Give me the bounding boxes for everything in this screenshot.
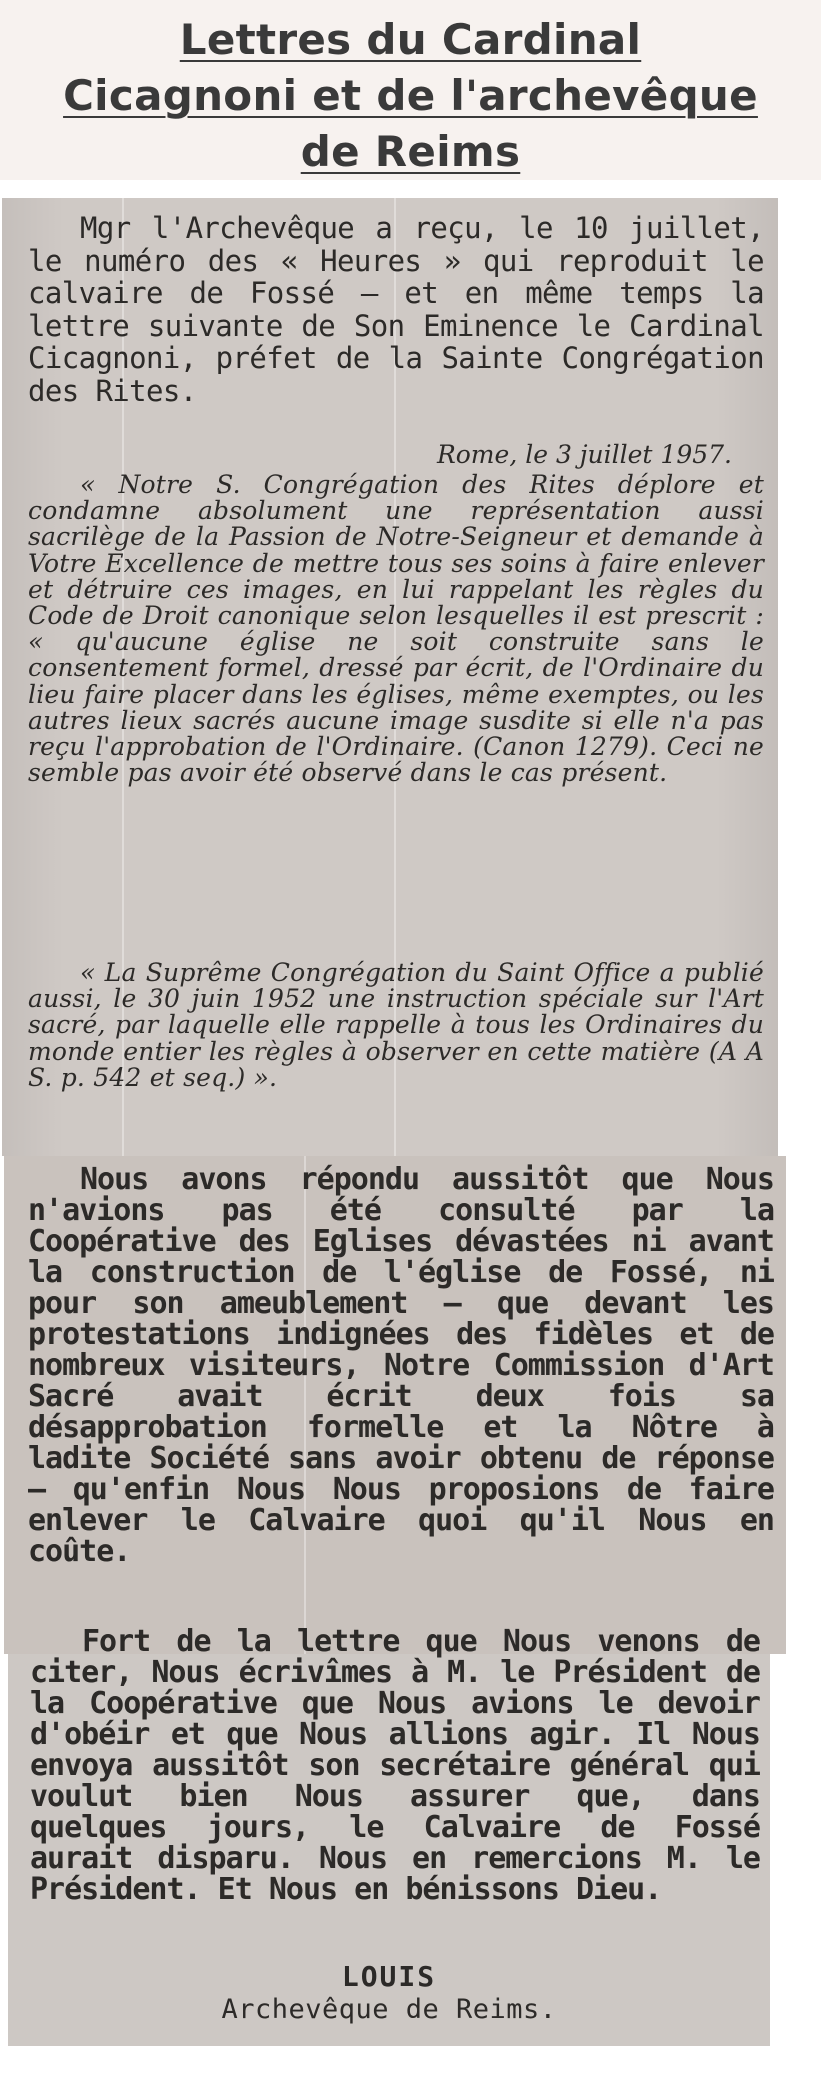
page-header: [0, 0, 821, 180]
quote-paragraph-1: [28, 472, 764, 786]
title-line-1: Lettres du Cardinal: [179, 15, 642, 64]
title-line-2: Cicagnoni et de l'archevêque: [63, 71, 758, 120]
intro-text: Mgr l'Archevêque a reçu, le 10 juillet, le numéro des « Heures » qui reproduit le calvaire de Fossé — et en même temps la lettre suivante de Son Eminence le Cardinal Cicagnoni, préfet de la Sainte Congrégation des Rites.: [28, 211, 764, 408]
quote-text-2: « La Suprême Congrégation du Saint Office a publié aussi, le 30 juin 1952 une instruction spéciale sur l'Art sacré, par laquelle elle rappelle à tous les Ordinaires du monde entier les règles à observer en cette matière (A A S. p. 542 et seq.) ».: [28, 958, 764, 1092]
reply-paragraph-1: [28, 1164, 774, 1567]
signature-name: LOUIS: [341, 1960, 437, 1993]
dateline: Rome, le 3 juillet 1957.: [436, 440, 732, 469]
clipping-part-middle: [4, 1156, 786, 1654]
quote-text-1: « Notre S. Congrégation des Rites déplore et condamne absolument une représentation aussi sacrilège de la Passion de Notre-Seigneur et demande à Votre Excellence de mettre tous ses soins à faire enlever et détruire ces images, en lui rappelant les règles du Code de Droit canonique selon lesquelles il est prescrit : « qu'aucune église ne soit construite sans le consentement formel, dressé par écrit, de l'Ordinaire du lieu faire placer dans les églises, même exemptes, ou les autres lieux sacrés aucune image susdite si elle n'a pas reçu l'approbation de l'Ordinaire. (Canon 1279). Ceci ne semble pas avoir été observé dans le cas présent.: [28, 470, 764, 788]
reply-text-1: Nous avons répondu aussitôt que Nous n'avions pas été consulté par la Coopérative des Eglises dévastées ni avant la construction de l'église de Fossé, ni pour son ameublement — que devant les protestations indignées des fidèles et de nombreux visiteurs, Notre Commission d'Art Sacré avait écrit deux fois sa désapprobation formelle et la Nôtre à ladite Société sans avoir obtenu de réponse — qu'enfin Nous Nous proposions de faire enlever le Calvaire quoi qu'il Nous en coûte.: [28, 1162, 774, 1569]
reply-text-2: Fort de la lettre que Nous venons de citer, Nous écrivîmes à M. le Président de la Coopérative que Nous avions le devoir d'obéir et que Nous allions agir. Il Nous envoya aussitôt son secrétaire général qui voulut bien Nous assurer que, dans quelques jours, le Calvaire de Fossé aurait disparu. Nous en remercions M. le Président. Et Nous en bénissons Dieu.: [30, 1624, 760, 1907]
intro-paragraph: [28, 212, 764, 408]
clipping-part-bottom: [8, 1624, 770, 2046]
signature-title: Archevêque de Reims.: [221, 1994, 557, 2025]
quote-paragraph-2: [28, 960, 764, 1091]
reply-paragraph-2: [30, 1626, 760, 1905]
clipping-part-top: [2, 198, 778, 1156]
title-line-3: de Reims: [300, 127, 521, 176]
